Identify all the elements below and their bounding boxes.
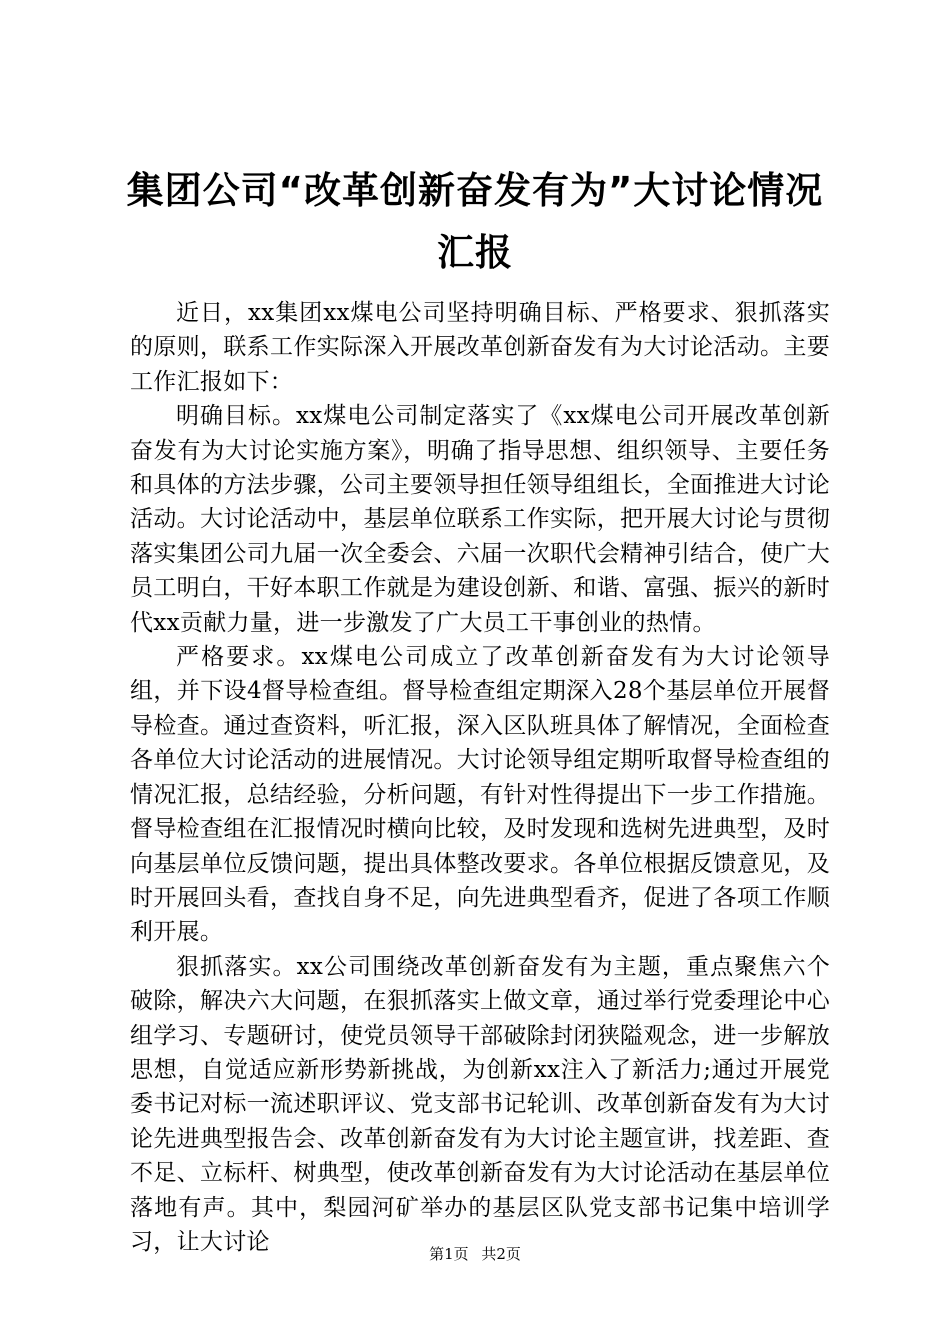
paragraph-strict-requirements: 严格要求。xx煤电公司成立了改革创新奋发有为大讨论领导组，并下设4督导检查组。督导检查组定期深入28个基层单位开展督导检查。通过查资料，听汇报，深入区队班具体了解情况，全面检查各单位大讨论活动的进展情况。大讨论领导组定期听取督导检查组的情况汇报，总结经验，分析问题，有针对性得提出下一步工作措施。督导检查组在汇报情况时横向比较，及时发现和选树先进典型，及时向基层单位反馈问题，提出具体整改要求。各单位根据反馈意见，及时开展回头看，查找自身不足，向先进典型看齐，促进了各项工作顺利开展。 <box>130 644 830 946</box>
document-title: 集团公司“改革创新奋发有为”大讨论情况汇报 <box>126 169 824 274</box>
page-total: 共2页 <box>481 1245 521 1263</box>
page-number: 第1页 <box>429 1245 469 1263</box>
page-footer <box>0 1244 950 1264</box>
paragraph-implementation: 狠抓落实。xx公司围绕改革创新奋发有为主题，重点聚焦六个破除，解决六大问题，在狠抓落实上做文章，通过举行党委理论中心组学习、专题研讨，使党员领导干部破除封闭狭隘观念，进一步解放思想，自觉适应新形势新挑战，为创新xx注入了新活力;通过开展党委书记对标一流述职评议、党支部书记轮训、改革创新奋发有为大讨论先进典型报告会、改革创新奋发有为大讨论主题宣讲，找差距、查不足、立标杆、树典型，使改革创新奋发有为大讨论活动在基层单位落地有声。其中，梨园河矿举办的基层区队党支部书记集中培训学习，让大讨论 <box>130 953 830 1255</box>
document-body <box>130 296 830 1259</box>
paragraph-intro: 近日，xx集团xx煤电公司坚持明确目标、严格要求、狠抓落实的原则，联系工作实际深入开展改革创新奋发有为大讨论活动。主要工作汇报如下： <box>130 300 830 395</box>
paragraph-clear-goals: 明确目标。xx煤电公司制定落实了《xx煤电公司开展改革创新奋发有为大讨论实施方案》，明确了指导思想、组织领导、主要任务和具体的方法步骤，公司主要领导担任领导组组长，全面推进大讨论活动。大讨论活动中，基层单位联系工作实际，把开展大讨论与贯彻落实集团公司九届一次全委会、六届一次职代会精神引结合，使广大员工明白，干好本职工作就是为建设创新、和谐、富强、振兴的新时代xx贡献力量，进一步激发了广大员工干事创业的热情。 <box>130 403 830 636</box>
